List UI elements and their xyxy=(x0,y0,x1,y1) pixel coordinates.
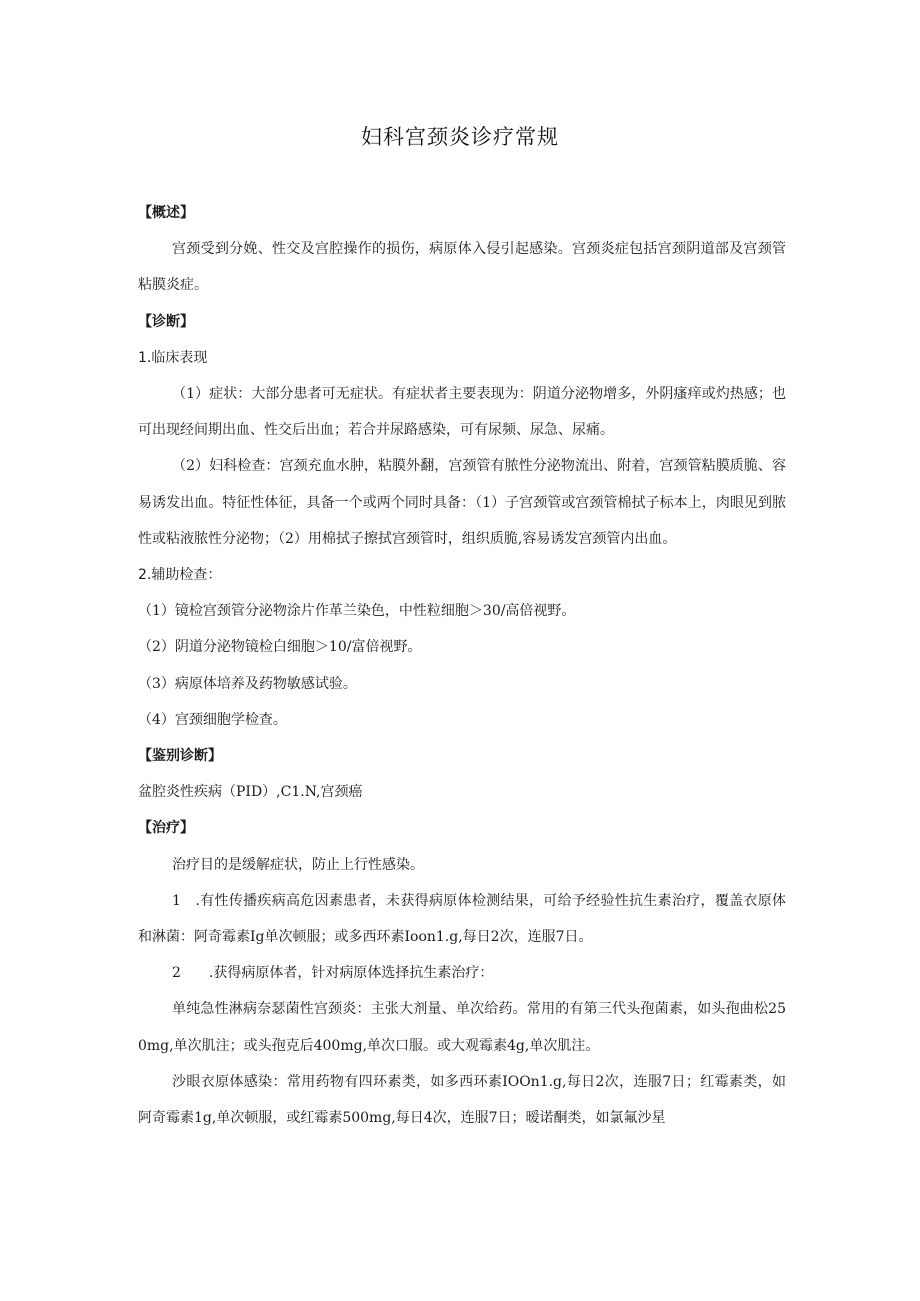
aux-subheading: 2.辅助检查： xyxy=(138,567,222,584)
treatment-2-paragraph: 2 .获得病原体者，针对病原体选择抗生素治疗： xyxy=(172,965,494,982)
aux-item: （2）阴道分泌物镜检白细胞＞10/富倍视野。 xyxy=(138,639,422,656)
chlamydia-paragraph: 沙眼衣原体感染：常用药物有四环素类，如多西环素IOOn1.g,每日2次，连服7日；红霉素类，如阿奇霉素1g,单次顿服，或红霉素500mg,每日4次，连服7日；暧诺酮类，如氯氟沙星 xyxy=(138,1073,786,1127)
symptom-paragraph: （1）症状：大部分患者可无症状。有症状者主要表现为：阴道分泌物增多，外阴瘙痒或灼热感；也可出现经间期出血、性交后出血；若合并尿路感染，可有尿频、尿急、尿痛。 xyxy=(138,386,786,439)
exam-paragraph: （2）妇科检查：宫颈充血水肿，粘膜外翻，宫颈管有脓性分泌物流出、附着，宫颈管粘膜质脆、容易诱发出血。特征性体征，具备一个或两个同时具备：（1）子宫颈管或宫颈管棉拭子标本上，肉眼见到脓性或粘液脓性分泌物；（2）用棉拭子擦拭宫颈管时，组织质脆,容易诱发宫颈管内出血。 xyxy=(138,458,786,547)
aux-item: （4）宫颈细胞学检查。 xyxy=(138,711,287,728)
document-body xyxy=(138,195,786,1136)
diagnosis-heading: 【诊断】 xyxy=(138,313,194,330)
differential-heading: 【鉴别诊断】 xyxy=(138,748,222,765)
treatment-heading: 【治疗】 xyxy=(138,820,194,837)
overview-heading: 【概述】 xyxy=(138,205,194,221)
aux-item: （1）镜检宫颈管分泌物涂片作革兰染色，中性粒细胞＞30/高倍视野。 xyxy=(138,603,576,620)
differential-paragraph: 盆腔炎性疾病（PID）,C1.N,宫颈癌 xyxy=(138,784,363,801)
overview-paragraph: 宫颈受到分娩、性交及宫腔操作的损伤，病原体入侵引起感染。宫颈炎症包括宫颈阴道部及宫颈管粘膜炎症。 xyxy=(138,241,786,294)
treatment-goal-paragraph: 治疗目的是缓解症状，防止上行性感染。 xyxy=(172,856,424,873)
aux-item: （3）病原体培养及药物敏感试验。 xyxy=(138,675,357,692)
clinical-subheading: 1.临床表现 xyxy=(138,349,208,366)
treatment-1-paragraph: 1 .有性传播疾病高危因素患者，未获得病原体检测结果，可给予经验性抗生素治疗，覆盖衣原体和淋菌：阿奇霉素Ig单次顿服；或多西环素Ioon1.g,每日2次，连服7日。 xyxy=(138,892,786,946)
gonorrhea-paragraph: 单纯急性淋病奈瑟菌性宫颈炎：主张大剂量、单次给药。常用的有第三代头孢菌素，如头孢曲松250mg,单次肌注；或头孢克后400mg,单次口服。或大观霉素4g,单次肌注。 xyxy=(138,1001,786,1054)
document-title: 妇科宫颈炎诊疗常规 xyxy=(361,125,559,149)
